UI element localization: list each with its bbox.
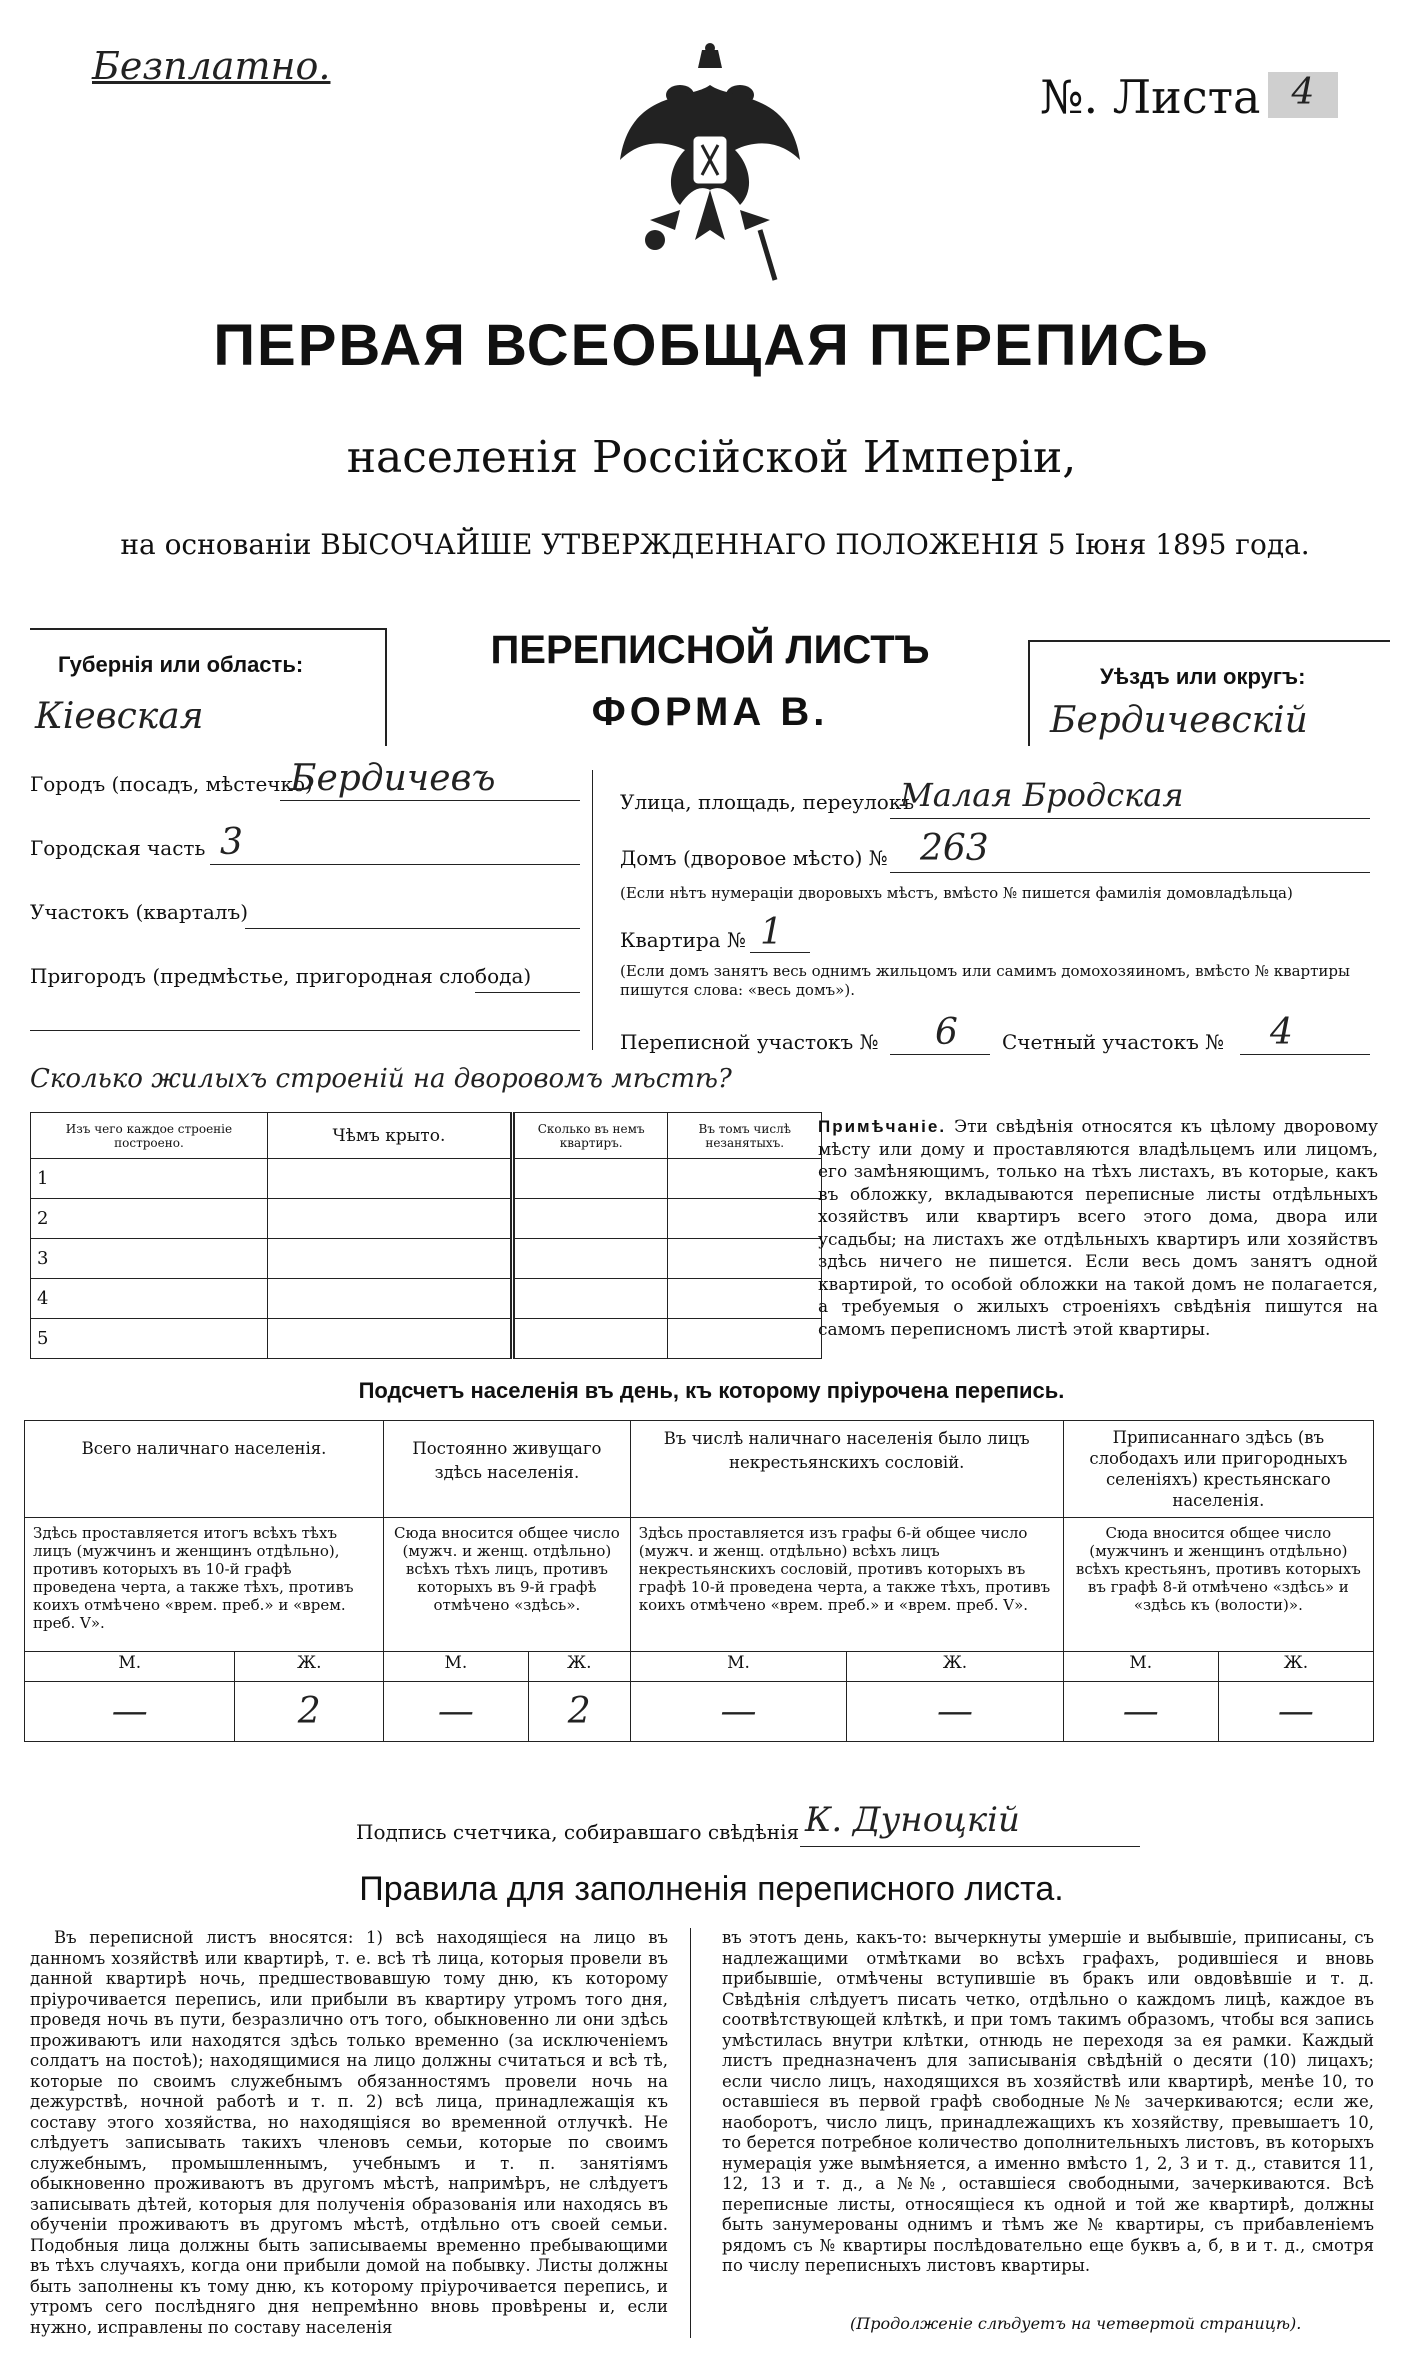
population-f-label: Ж.: [1218, 1652, 1373, 1682]
buildings-note-text: Эти свѣдѣнія относятся къ цѣлому дворовому мѣсту или дому и проставляются владѣльцемъ или лицомъ, его замѣняющимъ, только на тѣхъ листахъ, въ которые, какъ въ обложку, вкладываются переписные листы отдѣльныхъ хозяйствъ или квартиръ всего этого дома, двора или усадьбы; на листахъ же отдѣльныхъ квартиръ или хозяйствъ здѣсь ничего не пишется. Если весь домъ занятъ одной квартирой, то особой обложки на такой домъ не полагается, а требуемыя о жилыхъ строеніяхъ свѣдѣнія пишутся на самомъ переписномъ листѣ этой квартиры.: [818, 1117, 1378, 1340]
census-district-label: Переписной участокъ №: [620, 1030, 879, 1054]
city-part-line: [210, 864, 580, 865]
imperial-eagle-emblem: [610, 40, 810, 300]
uezd-value: Бердичевскій: [1050, 700, 1308, 741]
house-label: Домъ (дворовое мѣсто) №: [620, 846, 888, 870]
city-value: Бердичевъ: [290, 758, 496, 799]
buildings-header-vacant: Въ томъ числѣ незанятыхъ.: [668, 1113, 822, 1159]
city-line: [280, 800, 580, 801]
street-label: Улица, площадь, переулокъ: [620, 790, 915, 814]
population-peasant-m: —: [1063, 1682, 1218, 1742]
sheet-label: №. Листа: [1040, 70, 1261, 124]
rules-left-column: Въ переписной листъ вносятся: 1) всѣ находящіеся на лицо въ данномъ хозяйствѣ или квартирѣ, т. е. всѣ тѣ лица, которыя провели въ данной квартирѣ ночь, предшествовавшую тому дню, къ которому пріурочивается перепись, или прибыли въ квартиру утромъ того дня, проведя ночь въ пути, безразлично отъ того, обыкновенно ли они здѣсь проживаютъ или находятся здѣсь только временно (за исключеніемъ солдатъ на постоѣ); находящимися на лицо должны считаться и всѣ тѣ, которые по своимъ служебнымъ обязанностямъ провели ночь на дежурствѣ, ночной работѣ и т. п. 2) всѣ лица, принадлежащія къ составу этого хозяйства, но находящіяся во временной отлучкѣ. Не слѣдуетъ записывать такихъ членовъ семьи, которые по своимъ служебнымъ, промышленнымъ, учебнымъ и т. п. занятіямъ обыкновенно проживаютъ въ другомъ мѣстѣ, напримѣръ, не слѣдуетъ записывать дѣтей, которыя для полученія образованія или находясь въ обученіи проживаютъ въ другомъ мѣстѣ, отдѣльно отъ своей семьи. Подобныя лица должны быть записываемы временно пребывающими въ тѣхъ случаяхъ, когда они прибыли домой на побывку. Листы должны быть заполнены къ тому дню, къ которому пріурочивается перепись, и утромъ сего послѣдняго дня непремѣнно вновь провѣрены и, если нужно, исправлены по составу населенія: [30, 1928, 668, 2337]
apartment-label: Квартира №: [620, 928, 746, 952]
gubernia-value: Кіевская: [35, 696, 204, 737]
signature-line: [800, 1846, 1140, 1847]
population-header-total: Всего наличнаго населенія.: [81, 1439, 327, 1458]
population-m-label: М.: [630, 1652, 846, 1682]
population-f-label: Ж.: [847, 1652, 1063, 1682]
buildings-note-title: Примѣчаніе.: [818, 1117, 947, 1136]
population-non-peasant-m: —: [630, 1682, 846, 1742]
buildings-header-apartments: Сколько въ немъ квартиръ.: [512, 1113, 668, 1159]
population-non-peasant-f: —: [847, 1682, 1063, 1742]
buildings-header-roof: Чѣмъ крыто.: [267, 1113, 512, 1159]
buildings-table: [30, 1112, 822, 1359]
building-row-number: 5: [31, 1319, 268, 1359]
house-note: (Если нѣтъ нумераціи дворовыхъ мѣстъ, вмѣсто № пишется фамилія домовладѣльца): [620, 884, 1293, 902]
page-title: ПЕРВАЯ ВСЕОБЩАЯ ПЕРЕПИСЬ: [213, 313, 1210, 378]
population-header-non-peasant: Въ числѣ наличнаго населенія было лицъ некрестьянскихъ сословій.: [663, 1429, 1030, 1472]
count-district-line: [1240, 1054, 1370, 1055]
population-title: Подсчетъ населенія въ день, къ которому пріурочена перепись.: [358, 1378, 1065, 1403]
population-peasant-f: —: [1218, 1682, 1373, 1742]
page-subtitle: населенія Россійской Имперіи,: [346, 432, 1077, 483]
city-label: Городъ (посадъ, мѣстечко): [30, 772, 313, 796]
population-header-permanent: Постоянно живущаго здѣсь населенія.: [412, 1439, 602, 1482]
form-title: ПЕРЕПИСНОЙ ЛИСТЪ: [490, 628, 930, 672]
suburb-line-2: [30, 1030, 580, 1031]
basis-line: на основаніи ВЫСОЧАЙШЕ УТВЕРЖДЕННАГО ПОЛОЖЕНІЯ 5 Іюня 1895 года.: [120, 528, 1310, 561]
census-district-value: 6: [935, 1012, 958, 1053]
rules-title: Правила для заполненія переписного листа.: [359, 1870, 1064, 1908]
city-part-value: 3: [220, 822, 243, 863]
signature-label: Подпись счетчика, собиравшаго свѣдѣнія: [356, 1820, 800, 1844]
population-permanent-m: —: [384, 1682, 529, 1742]
street-line: [890, 818, 1370, 819]
street-value: Малая Бродская: [900, 776, 1184, 814]
rules-continued: (Продолженіе слѣдуетъ на четвертой страницѣ).: [850, 2314, 1302, 2333]
apartment-note: (Если домъ занятъ весь однимъ жильцомъ или самимъ домохозяиномъ, вмѣсто № квартиры пишутся слова: «весь домъ»).: [620, 962, 1350, 999]
buildings-question: Сколько жилыхъ строеній на дворовомъ мѣстѣ?: [30, 1064, 732, 1094]
suburb-line-1: [475, 992, 580, 993]
suburb-label: Пригородъ (предмѣстье, пригородная слобода): [30, 964, 532, 988]
population-total-m: —: [25, 1682, 235, 1742]
count-district-label: Счетный участокъ №: [1002, 1030, 1225, 1054]
buildings-note: [818, 1116, 1378, 1341]
population-m-label: М.: [384, 1652, 529, 1682]
district-label: Участокъ (кварталъ): [30, 900, 248, 924]
population-m-label: М.: [1063, 1652, 1218, 1682]
population-total-f: 2: [235, 1682, 384, 1742]
district-line: [245, 928, 580, 929]
rules-right-column: въ этотъ день, какъ-то: вычеркнуты умершіе и выбывшіе, приписаны, съ надлежащими отмѣтками во всѣхъ графахъ, родившіеся и вновь прибывшіе, отмѣчены вступившіе въ бракъ или овдовѣвшіе и т. д. Свѣдѣнія слѣдуетъ писать четко, отдѣльно о каждомъ лицѣ, каждое въ соотвѣтствующей клѣткѣ, и при томъ такимъ образомъ, чтобы вся запись умѣстилась внутри клѣтки, отнюдь не переходя за ея рамки. Каждый листъ предназначенъ для записыванія свѣдѣній о десяти (10) лицахъ; если число лицъ, находящихся въ хозяйствѣ или квартирѣ, менѣе 10, то оставшіеся въ первой графѣ свободные №№ зачеркиваются; если же, наоборотъ, число лицъ, принадлежащихъ къ хозяйству, превышаетъ 10, то берется потребное количество дополнительныхъ листовъ, въ которыхъ нумерація уже вымѣняется, а именно вмѣсто 1, 2, 3 и т. д., ставится 11, 12, 13 и т. д., а №№, оставшіеся свободными, зачеркиваются. Всѣ переписные листы, относящіеся къ одной и той же квартирѣ, должны быть занумерованы однимъ и тѣмъ же № квартиры, съ прибавленіемъ рядомъ съ № квартиры послѣдовательно еще буквъ а, б, в и т. д., смотря по числу переписныхъ листовъ квартиры.: [722, 1928, 1374, 2275]
address-divider: [592, 770, 593, 1050]
population-table: [24, 1420, 1374, 1742]
form-name: ФОРМА В.: [591, 690, 829, 734]
free-label: Безплатно.: [92, 44, 331, 88]
signature-value: К. Дуноцкій: [805, 1800, 1020, 1840]
house-line: [890, 872, 1370, 873]
population-header-peasant: Приписаннаго здѣсь (въ слободахъ или пригородныхъ селеніяхъ) крестьянскаго населенія.: [1089, 1428, 1348, 1510]
gubernia-label: Губернія или область:: [58, 652, 304, 677]
population-permanent-f: 2: [528, 1682, 630, 1742]
population-desc-peasant: Сюда вносится общее число (мужчинъ и женщинъ отдѣльно) всѣхъ крестьянъ, противъ которыхъ въ графѣ 8-й отмѣчено «здѣсь» и «здѣсь къ (волости)».: [1063, 1518, 1373, 1652]
count-district-value: 4: [1270, 1012, 1293, 1053]
rules-column-divider: [690, 1928, 691, 2338]
population-f-label: Ж.: [528, 1652, 630, 1682]
buildings-header-material: Изъ чего каждое строеніе построено.: [31, 1113, 268, 1159]
building-row-number: 4: [31, 1279, 268, 1319]
population-m-label: М.: [25, 1652, 235, 1682]
population-desc-non-peasant: Здѣсь проставляется изъ графы 6-й общее число (мужч. и женщ. отдѣльно) всѣхъ лицъ некрестьянскихъ сословій, противъ которыхъ въ графѣ 10-й проведена черта, а также тѣхъ, противъ коихъ отмѣчено «врем. преб.» и «врем. преб. V».: [630, 1518, 1063, 1652]
sheet-number: 4: [1268, 72, 1338, 118]
population-desc-permanent: Сюда вносится общее число (мужч. и женщ. отдѣльно) всѣхъ тѣхъ лицъ, противъ которыхъ въ 9-й графѣ отмѣчено «здѣсь».: [384, 1518, 631, 1652]
uezd-label: Уѣздъ или округъ:: [1100, 664, 1306, 689]
house-value: 263: [920, 828, 989, 869]
building-row-number: 2: [31, 1199, 268, 1239]
building-row-number: 1: [31, 1159, 268, 1199]
population-desc-total: Здѣсь проставляется итогъ всѣхъ тѣхъ лицъ (мужчинъ и женщинъ отдѣльно), противъ которыхъ въ 10-й графѣ проведена черта, а также тѣхъ, противъ коихъ отмѣчено «врем. преб.» и «врем. преб. V».: [25, 1518, 384, 1652]
population-f-label: Ж.: [235, 1652, 384, 1682]
building-row-number: 3: [31, 1239, 268, 1279]
city-part-label: Городская часть: [30, 836, 206, 860]
apartment-line: [750, 952, 810, 953]
apartment-value: 1: [760, 912, 783, 953]
census-district-line: [890, 1054, 990, 1055]
